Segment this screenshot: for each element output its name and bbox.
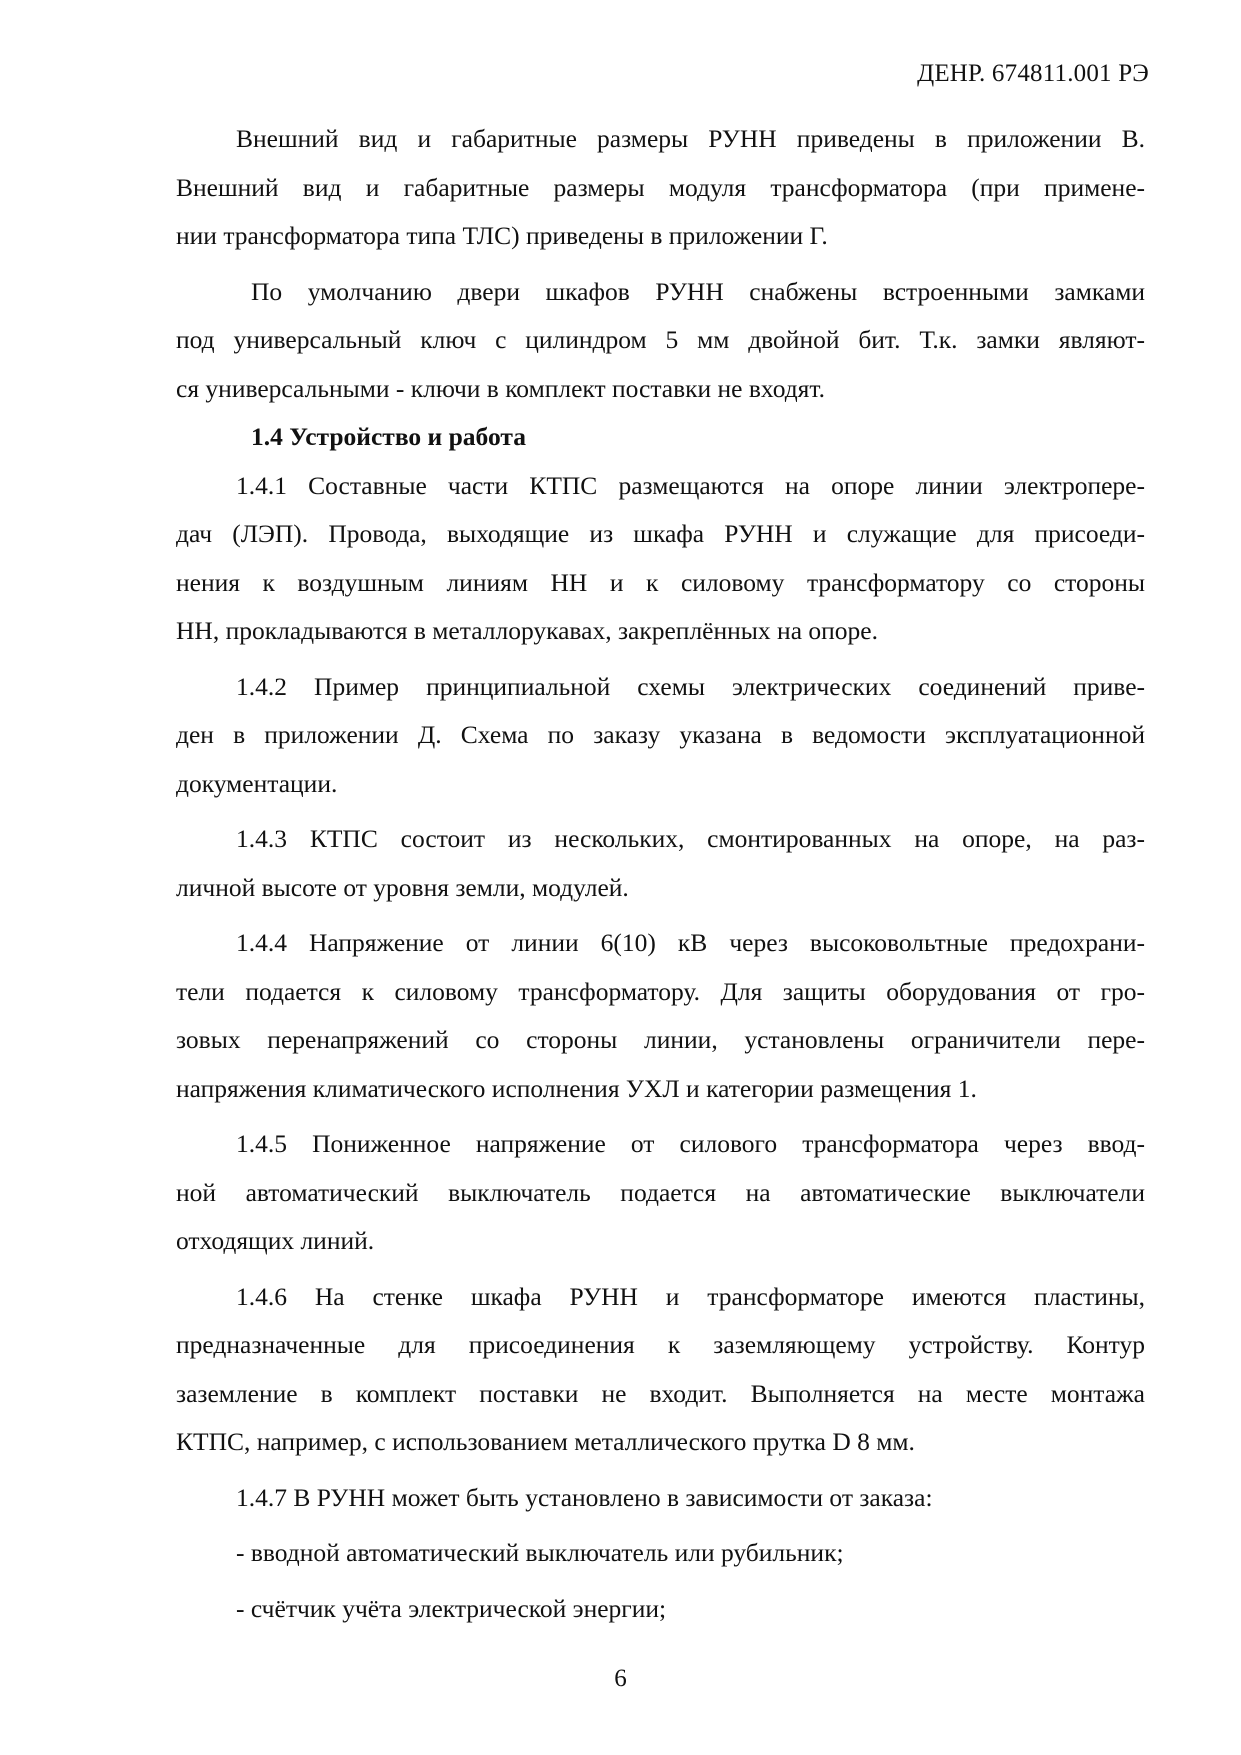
text-line: документации.: [176, 768, 338, 798]
text-line: По умолчанию двери шкафов РУНН снабжены встроенными замками: [251, 276, 1145, 306]
text-line: Внешний вид и габаритные размеры РУНН приведены в приложении В.: [236, 124, 1145, 153]
text-line: предназначенные для присоединения к заземляющему устройству. Контур: [176, 1330, 1145, 1359]
paragraph-1-4-6: [176, 1273, 1145, 1467]
paragraph-1-4-2: [176, 663, 1145, 809]
paragraph-1-4-3: [176, 815, 1145, 912]
document-body: [176, 115, 1145, 1633]
text-line: 1.4.5 Пониженное напряжение от силового трансформатора через ввод-: [236, 1129, 1145, 1158]
text-line: заземление в комплект поставки не входит. Выполняется на месте монтажа: [176, 1378, 1145, 1408]
text-line: ной автоматический выключатель подается на автоматические выключатели: [176, 1177, 1145, 1207]
text-line: 1.4.1 Составные части КТПС размещаются на опоре линии электропере-: [236, 470, 1145, 500]
paragraph-locks: [176, 268, 1145, 414]
paragraph-1-4-1: [176, 462, 1145, 656]
text-line: нения к воздушным линиям НН и к силовому трансформатору со стороны: [176, 567, 1145, 597]
text-line: КТПС, например, с использованием металлического прутка D 8 мм.: [176, 1427, 915, 1456]
text-line: 1.4.4 Напряжение от линии 6(10) кВ через высоковольтные предохрани-: [236, 928, 1145, 957]
text-line: ся универсальными - ключи в комплект поставки не входят.: [176, 373, 826, 403]
text-line: напряжения климатического исполнения УХЛ и категории размещения 1.: [176, 1073, 977, 1103]
page-number: 6: [614, 1665, 627, 1692]
text-line: НН, прокладываются в металлорукавах, закреплённых на опоре.: [176, 616, 878, 645]
text-line: 1.4.3 КТПС состоит из нескольких, смонтированных на опоре, на раз-: [236, 824, 1145, 853]
section-heading: 1.4 Устройство и работа: [251, 422, 526, 451]
text-line: под универсальный ключ с цилиндром 5 мм двойной бит. Т.к. замки являют-: [176, 325, 1145, 354]
text-line: Внешний вид и габаритные размеры модуля трансформатора (при примене-: [176, 172, 1145, 202]
text-line: 1.4.2 Пример принципиальной схемы электрических соединений приве-: [236, 671, 1145, 701]
text-line: нии трансформатора типа ТЛС) приведены в приложении Г.: [176, 221, 828, 250]
text-line: дач (ЛЭП). Провода, выходящие из шкафа РУНН и служащие для присоеди-: [176, 519, 1145, 548]
text-line: отходящих линий.: [176, 1226, 375, 1255]
document-code: ДЕНР. 674811.001 РЭ: [917, 60, 1149, 87]
list-item: - счётчик учёта электрической энергии;: [236, 1593, 667, 1623]
paragraph-appearance: [176, 115, 1145, 261]
text-line: зовых перенапряжений со стороны линии, установлены ограничители пере-: [176, 1025, 1145, 1054]
paragraph-1-4-5: [176, 1120, 1145, 1266]
text-line: 1.4.6 На стенке шкафа РУНН и трансформаторе имеются пластины,: [236, 1281, 1145, 1311]
text-line: ден в приложении Д. Схема по заказу указана в ведомости эксплуатационной: [176, 720, 1145, 749]
text-line: тели подается к силовому трансформатору. Для защиты оборудования от гро-: [176, 976, 1145, 1006]
text-line: личной высоте от уровня земли, модулей.: [176, 872, 629, 902]
list-item: - вводной автоматический выключатель или рубильник;: [236, 1538, 844, 1567]
paragraph-1-4-7: 1.4.7 В РУНН может быть установлено в зависимости от заказа:: [236, 1482, 933, 1512]
paragraph-1-4-4: [176, 919, 1145, 1113]
